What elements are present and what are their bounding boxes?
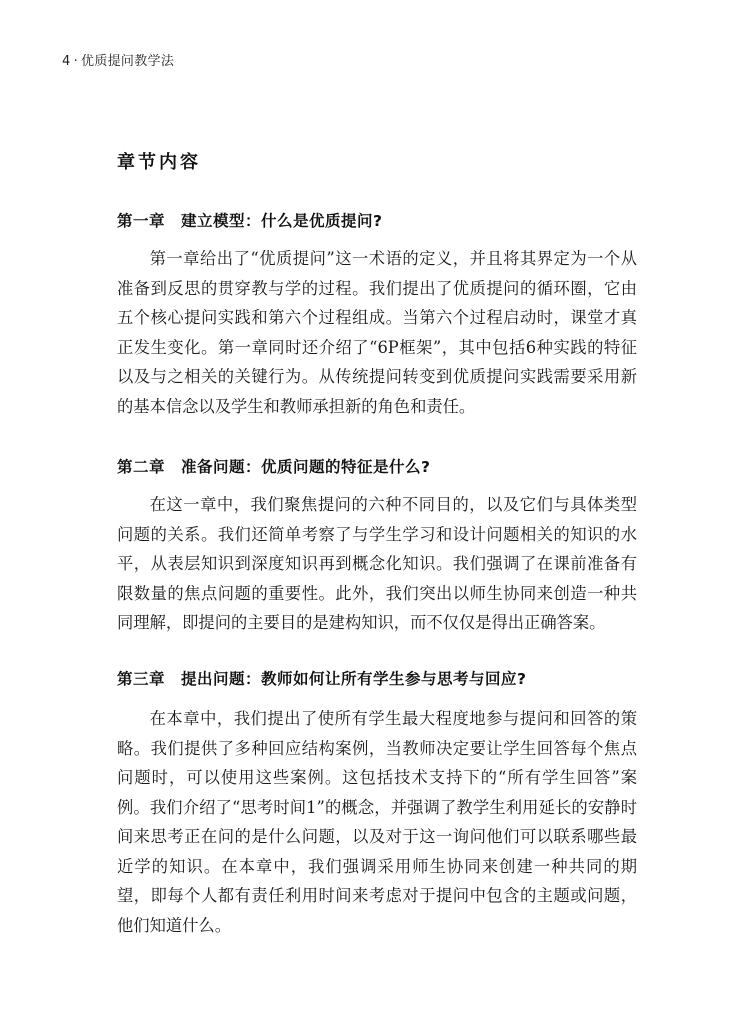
chapter-1-title: 建立模型：什么是优质提问? xyxy=(181,212,383,230)
chapter-3-summary: 在本章中，我们提出了使所有学生最大程度地参与提问和回答的策略。我们提供了多种回应结构案例，当教师决定要让学生回答每个焦点问题时，可以使用这些案例。这包括技术支持下的“所有学生回答”案例。我们介绍了“思考时间1”的概念，并强调了教学生利用延长的安静时间来思考正在问的是什么问题，以及对于这一询问他们可以联系哪些最近学的知识。在本章中，我们强调采用师生协同来创建一种共同的期望，即每个人都有责任利用时间来考虑对于提问中包含的主题或问题，他们知道什么。 xyxy=(117,709,637,935)
chapter-1-summary: 第一章给出了“优质提问”这一术语的定义，并且将其界定为一个从准备到反思的贯穿教与学的过程。我们提出了优质提问的循环圈，它由五个核心提问实践和第六个过程组成。当第六个过程启动时，课堂才真正发生变化。第一章同时还介绍了“6P框架”，其中包括6种实践的特征以及与之相关的关键行为。从传统提问转变到优质提问实践需要采用新的基本信念以及学生和教师承担新的角色和责任。 xyxy=(117,249,637,416)
chapter-1-heading xyxy=(117,209,383,231)
chapter-3-number: 第三章 xyxy=(117,670,166,688)
page-number: 4 xyxy=(62,54,71,69)
chapter-1-number: 第一章 xyxy=(117,212,166,230)
book-title: 优质提问教学法 xyxy=(81,54,175,69)
chapter-3-title: 提出问题：教师如何让所有学生参与思考与回应? xyxy=(181,670,527,688)
chapter-2-number: 第二章 xyxy=(117,458,166,476)
chapter-2-heading xyxy=(117,455,431,477)
header-separator: · xyxy=(73,54,79,69)
chapter-3-heading xyxy=(117,667,527,689)
section-title: 章节内容 xyxy=(117,152,201,173)
chapter-2-summary: 在这一章中，我们聚焦提问的六种不同目的，以及它们与具体类型问题的关系。我们还简单考察了与学生学习和设计问题相关的知识的水平，从表层知识到深度知识再到概念化知识。我们强调了在课前准备有限数量的焦点问题的重要性。此外，我们突出以师生协同来创造一种共同理解，即提问的主要目的是建构知识，而不仅仅是得出正确答案。 xyxy=(117,495,637,632)
running-header xyxy=(62,50,174,69)
chapter-2-title: 准备问题：优质问题的特征是什么? xyxy=(181,458,431,476)
